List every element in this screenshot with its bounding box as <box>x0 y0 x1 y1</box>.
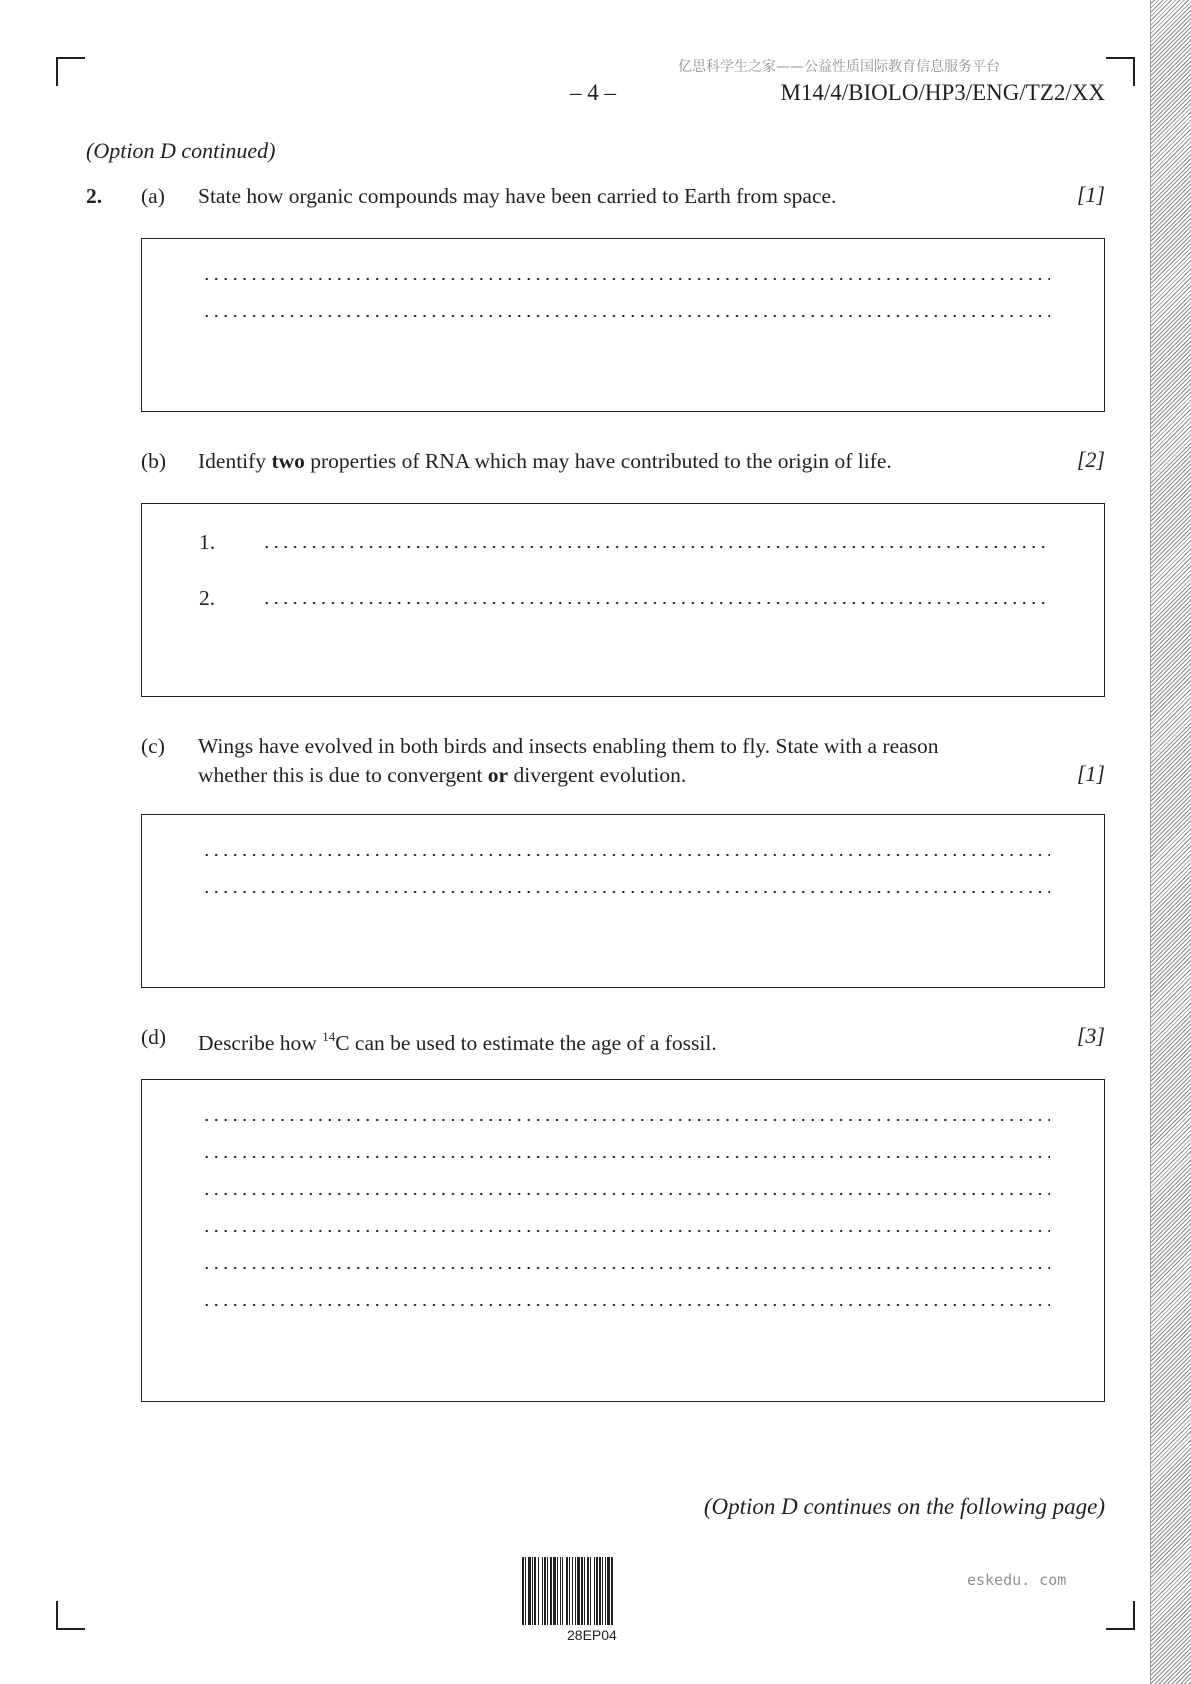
answer-line <box>202 314 1050 318</box>
answer-line <box>202 1192 1050 1196</box>
barcode-text: 28EP04 <box>567 1627 617 1643</box>
part-b-label: (b) <box>141 449 167 473</box>
part-c-question-line2 <box>198 761 686 789</box>
crop-mark-top-left <box>56 57 85 86</box>
answer-item-label: 1. <box>199 530 216 554</box>
answer-box-a[interactable] <box>141 238 1105 412</box>
section-heading: (Option D continued) <box>86 138 276 163</box>
answer-line <box>262 545 1050 549</box>
part-d-text-start: Describe how <box>198 1031 323 1055</box>
crop-mark-bottom-right <box>1106 1601 1135 1630</box>
header-watermark: 亿思科学生之家——公益性质国际教育信息服务平台 <box>678 59 1000 75</box>
part-d-question <box>198 1023 717 1057</box>
question-number: 2. <box>86 184 103 208</box>
answer-box-c[interactable] <box>141 814 1105 988</box>
answer-line <box>202 890 1050 894</box>
part-c-text-start: whether this is due to convergent <box>198 763 488 787</box>
answer-line <box>202 853 1050 857</box>
part-c-text-end: divergent evolution. <box>508 763 687 787</box>
part-a-marks: [1] <box>1076 182 1105 207</box>
isotope-superscript: 14 <box>322 1029 336 1044</box>
part-c-marks: [1] <box>1076 761 1105 786</box>
page-number: – 4 – <box>570 80 616 105</box>
answer-line <box>262 601 1050 605</box>
site-watermark: eskedu. com <box>967 1571 1067 1589</box>
crop-mark-bottom-left <box>56 1601 85 1630</box>
answer-line <box>202 1229 1050 1233</box>
answer-line <box>202 1155 1050 1159</box>
part-c-question-line1: Wings have evolved in both birds and insects enabling them to fly. State with a reason <box>198 734 939 758</box>
part-b-emphasis: two <box>271 449 305 473</box>
part-b-marks: [2] <box>1076 447 1105 472</box>
part-d-text-end: C can be used to estimate the age of a fossil. <box>335 1031 717 1055</box>
part-b-question <box>198 447 892 475</box>
part-d-label: (d) <box>141 1025 167 1049</box>
part-a-label: (a) <box>141 184 165 208</box>
barcode-image <box>522 1557 669 1625</box>
answer-line <box>202 1266 1050 1270</box>
answer-item-label: 2. <box>199 586 216 610</box>
part-b-text-start: Identify <box>198 449 272 473</box>
scan-margin-strip <box>1150 0 1191 1684</box>
answer-line <box>202 277 1050 281</box>
answer-line <box>202 1303 1050 1307</box>
part-d-marks: [3] <box>1076 1023 1105 1048</box>
part-a-question: State how organic compounds may have been carried to Earth from space. <box>198 184 837 208</box>
answer-box-d[interactable] <box>141 1079 1105 1402</box>
answer-box-b[interactable] <box>141 503 1105 697</box>
part-c-label: (c) <box>141 734 165 758</box>
continues-note: (Option D continues on the following page) <box>703 1494 1105 1519</box>
answer-line <box>202 1118 1050 1122</box>
crop-mark-top-right <box>1106 57 1135 86</box>
part-c-emphasis: or <box>487 763 509 787</box>
paper-code: M14/4/BIOLO/HP3/ENG/TZ2/XX <box>780 80 1105 105</box>
part-b-text-end: properties of RNA which may have contributed to the origin of life. <box>304 449 892 473</box>
